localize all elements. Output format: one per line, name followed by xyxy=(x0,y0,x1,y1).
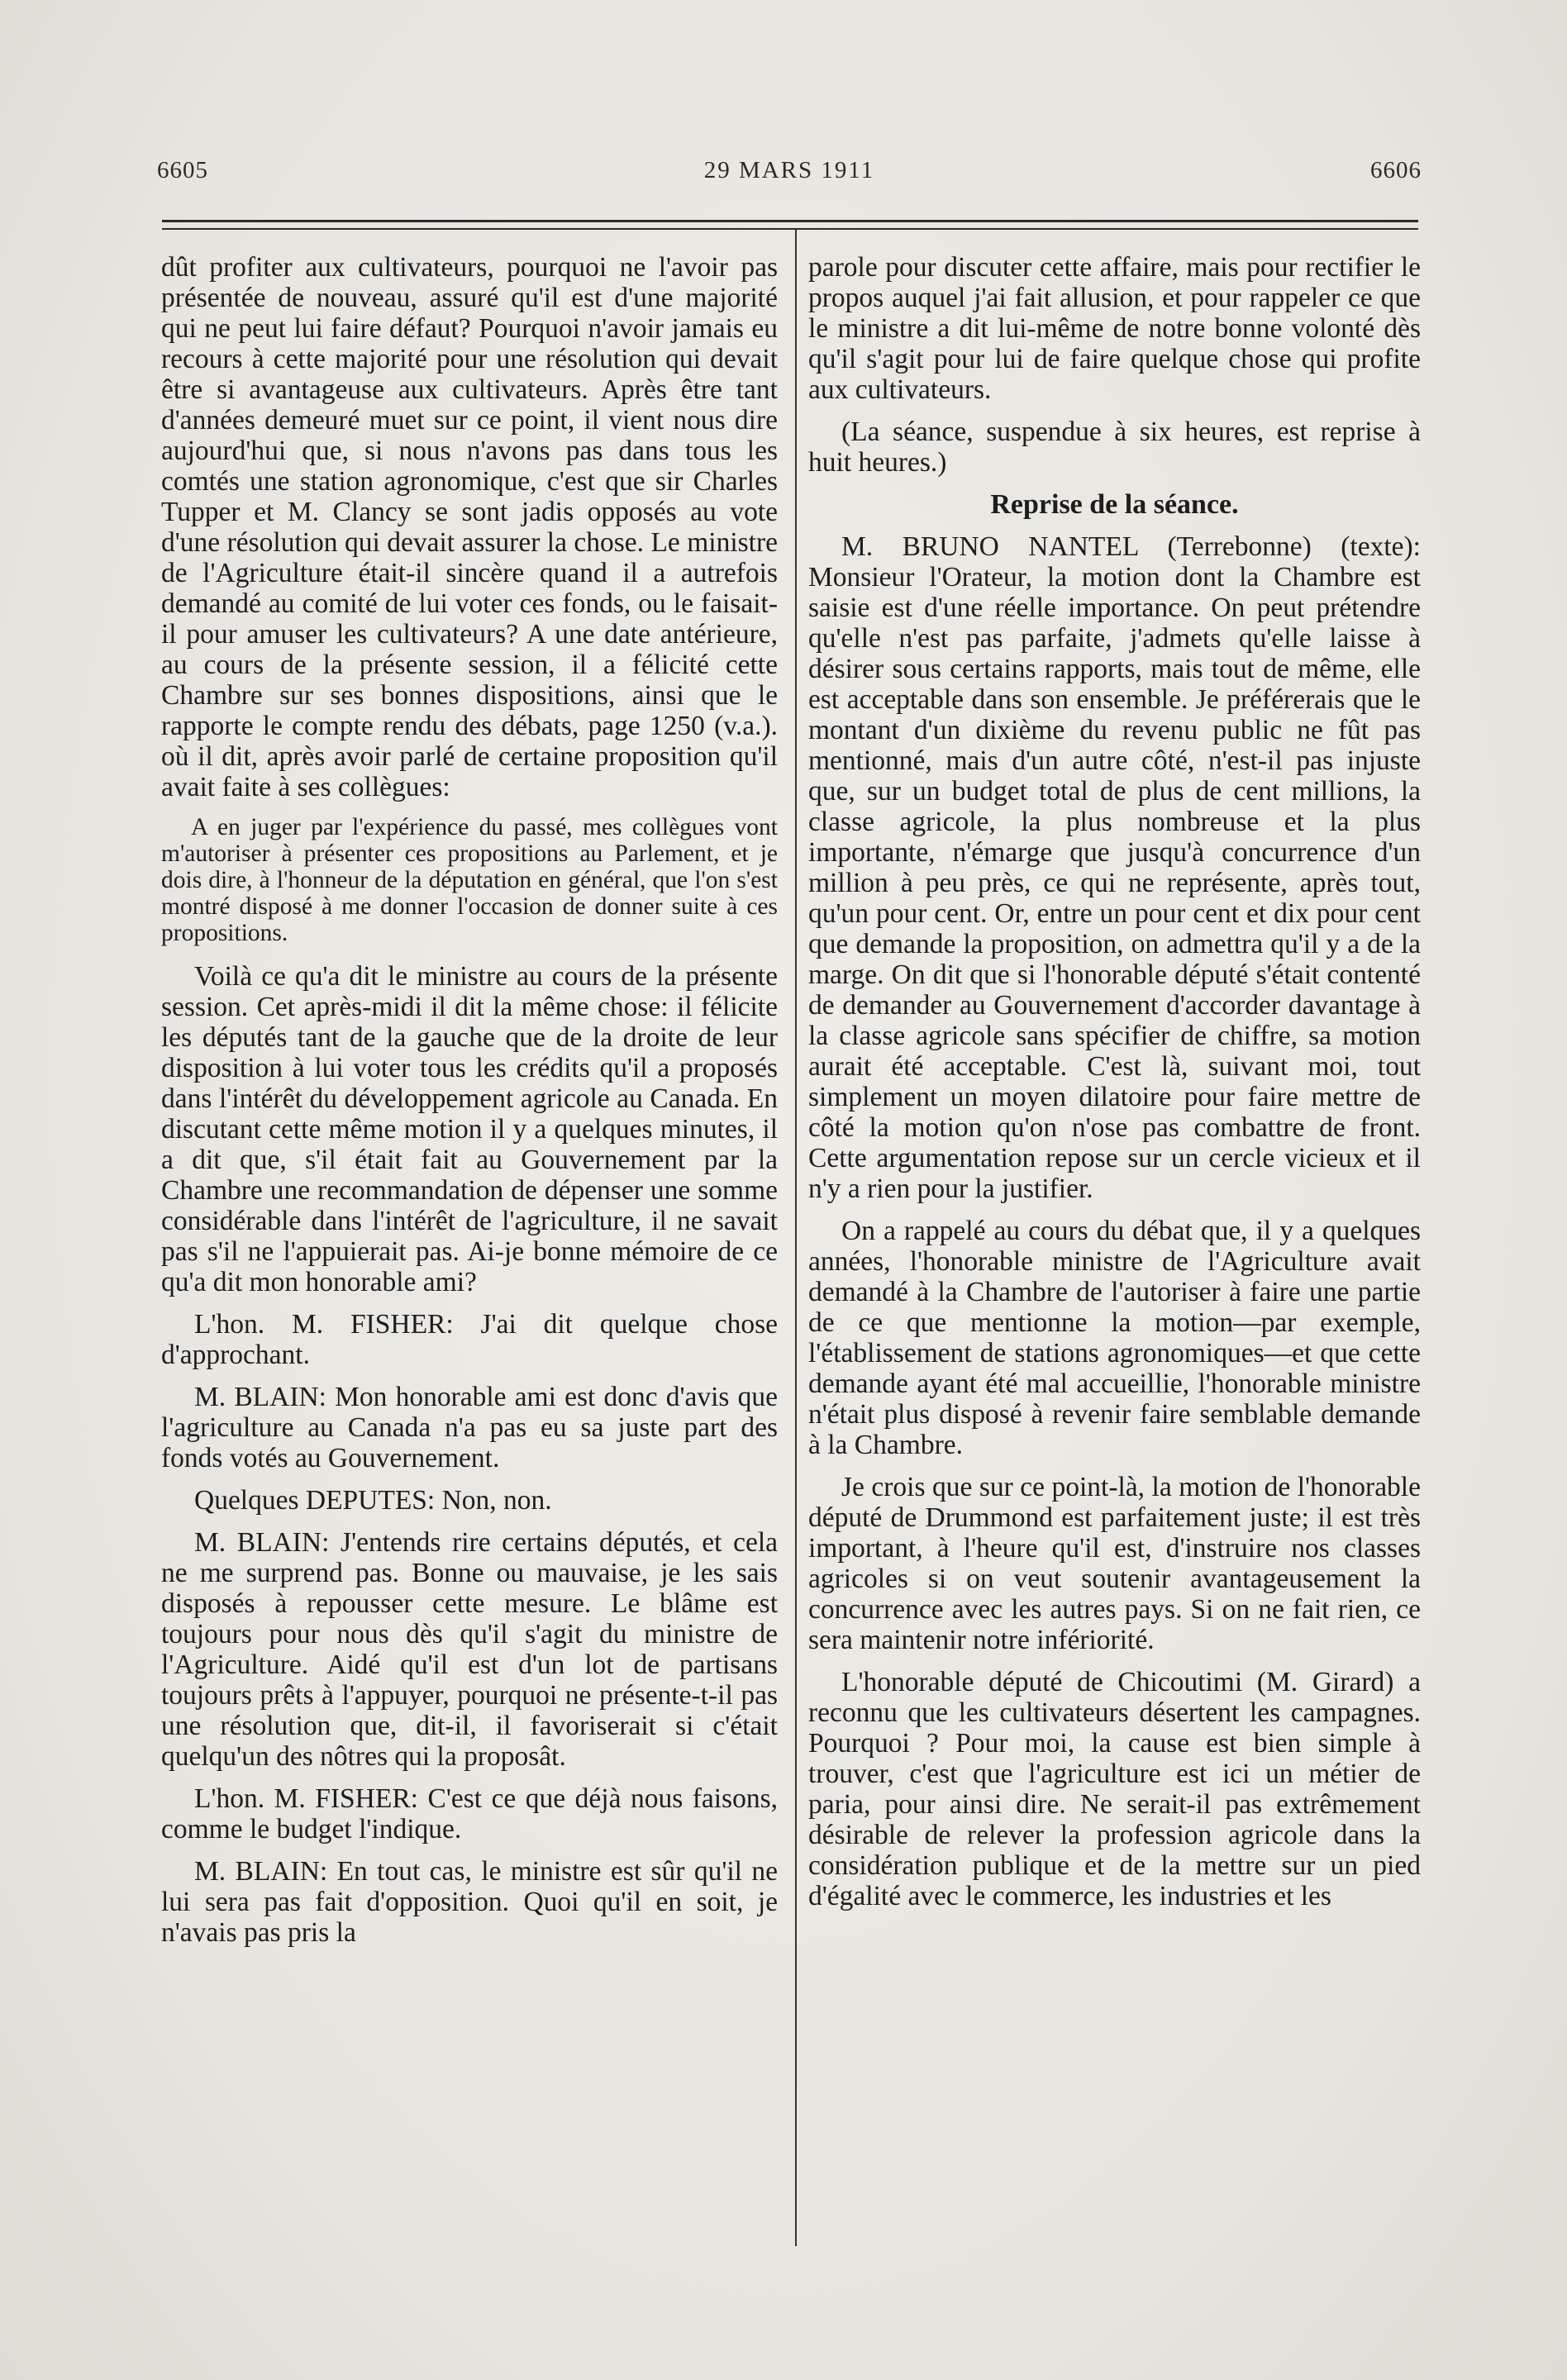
left-column xyxy=(161,252,778,1959)
page-number-right: 6606 xyxy=(1370,157,1422,183)
paragraph: dût profiter aux cultivateurs, pourquoi ne l'avoir pas présentée de nouveau, assuré qu'il est d'une majorité qui ne peut lui faire défaut? Pourquoi n'avoir jamais eu recours à cette majorité pour une résolution qui devait être si avantageuse aux cultivateurs. Après être tant d'années demeuré muet sur ce point, il vient nous dire aujourd'hui que, si nous n'avons pas dans tous les comtés une station agronomique, c'est que sir Charles Tupper et M. Clancy se sont jadis opposés au vote d'une résolution qui devait assurer la chose. Le ministre de l'Agriculture était-il sincère quand il a autrefois demandé au comité de lui voter ces fonds, ou le faisait-il pour amuser les cultivateurs? A une date antérieure, au cours de la présente session, il a félicité cette Chambre sur ses bonnes dispositions, ainsi que le rapporte le compte rendu des débats, page 1250 (v.a.). où il dit, après avoir parlé de certaine proposition qu'il avait faite à ses collègues: xyxy=(161,252,778,802)
right-column xyxy=(808,252,1421,1923)
paragraph: Je crois que sur ce point-là, la motion de l'honorable député de Drummond est parfaitement juste; il est très important, à l'heure qu'il est, d'instruire nos classes agricoles si on veut soutenir avantageusement la concurrence avec les autres pays. Si on ne fait rien, ce sera maintenir notre infériorité. xyxy=(808,1472,1421,1655)
paragraph: L'hon. M. FISHER: J'ai dit quelque chose d'approchant. xyxy=(161,1309,778,1370)
section-subheading: Reprise de la séance. xyxy=(990,489,1239,520)
paragraph: On a rappelé au cours du débat que, il y a quelques années, l'honorable ministre de l'Agriculture avait demandé à la Chambre de l'autoriser à faire une partie de ce que mentionne la motion—par exemple, l'établissement de stations agronomiques—et que cette demande ayant été mal accueillie, l'honorable ministre n'était plus disposé à revenir faire semblable demande à la Chambre. xyxy=(808,1216,1421,1460)
page-number-left: 6605 xyxy=(157,157,208,183)
paragraph: L'honorable député de Chicoutimi (M. Girard) a reconnu que les cultivateurs désertent les campagnes. Pourquoi ? Pour moi, la cause est bien simple à trouver, c'est que l'agriculture est ici un métier de paria, pour ainsi dire. Ne serait-il pas extrêmement désirable de relever la profession agricole dans la considération publique et de la mettre sur un pied d'égalité avec le commerce, les industries et les xyxy=(808,1667,1421,1911)
paragraph: M. BLAIN: En tout cas, le ministre est sûr qu'il ne lui sera pas fait d'opposition. Quoi qu'il en soit, je n'avais pas pris la xyxy=(161,1856,778,1948)
page-header xyxy=(157,157,1422,198)
header-date: 29 MARS 1911 xyxy=(703,157,875,183)
paragraph: M. BLAIN: Mon honorable ami est donc d'avis que l'agriculture au Canada n'a pas eu sa juste part des fonds votés au Gouvernement. xyxy=(161,1382,778,1473)
paragraph: Voilà ce qu'a dit le ministre au cours de la présente session. Cet après-midi il dit la même chose: il félicite les députés tant de la gauche que de la droite de leur disposition à lui voter tous les crédits qu'il a proposés dans l'intérêt du développement agricole au Canada. En discutant cette même motion il y a quelques minutes, il a dit que, s'il était fait au Gouvernement par la Chambre une recommandation de dépenser une somme considérable dans l'intérêt de l'agriculture, il ne savait pas s'il ne l'appuierait pas. Ai-je bonne mémoire de ce qu'a dit mon honorable ami? xyxy=(161,961,778,1297)
block-quote: A en juger par l'expérience du passé, mes collègues vont m'autoriser à présenter ces propositions au Parlement, et je dois dire, à l'honneur de la députation en général, que l'on s'est montré disposé à me donner l'occasion de donner suite à ces propositions. xyxy=(161,814,778,946)
header-rule-bottom xyxy=(162,228,1418,230)
paragraph: Quelques DEPUTES: Non, non. xyxy=(194,1485,552,1516)
paragraph: (La séance, suspendue à six heures, est reprise à huit heures.) xyxy=(808,416,1421,478)
paragraph: L'hon. M. FISHER: C'est ce que déjà nous faisons, comme le budget l'indique. xyxy=(161,1783,778,1844)
column-divider xyxy=(795,230,797,2246)
paragraph: M. BRUNO NANTEL (Terrebonne) (texte): Monsieur l'Orateur, la motion dont la Chambre est saisie est d'une réelle importance. On peut prétendre qu'elle n'est pas parfaite, j'admets qu'elle laisse à désirer sous certains rapports, mais tout de même, elle est acceptable dans son ensemble. Je préférerais que le montant d'un dixième du revenu public ne fût pas mentionné, mais d'un autre côté, n'est-il pas injuste que, sur un budget total de plus de cent millions, la classe agricole, la plus nombreuse et la plus importante, n'émarge que jusqu'à concurrence d'un million à peu près, ce qui ne représente, après tout, qu'un pour cent. Or, entre un pour cent et dix pour cent que demande la proposition, on admettra qu'il y a de la marge. On dit que si l'honorable député s'était contenté de demander au Gouvernement d'accorder davantage à la classe agricole sans spécifier de chiffre, sa motion aurait été acceptable. C'est là, suivant moi, tout simplement un moyen dilatoire pour faire mettre de côté la motion qu'on n'ose pas combattre de front. Cette argumentation repose sur un cercle vicieux et il n'y a rien pour la justifier. xyxy=(808,531,1421,1204)
paragraph: M. BLAIN: J'entends rire certains députés, et cela ne me surprend pas. Bonne ou mauvaise, je les sais disposés à repousser cette mesure. Le blâme est toujours pour nous dès qu'il s'agit du ministre de l'Agriculture. Aidé qu'il est d'un lot de partisans toujours prêts à l'appuyer, pourquoi ne présente-t-il pas une résolution que, dit-il, il favoriserait si c'était quelqu'un des nôtres qui la proposât. xyxy=(161,1527,778,1772)
paragraph: parole pour discuter cette affaire, mais pour rectifier le propos auquel j'ai fait allusion, et pour rappeler ce que le ministre a dit lui-même de notre bonne volonté dès qu'il s'agit pour lui de faire quelque chose qui profite aux cultivateurs. xyxy=(808,252,1421,405)
header-rule-top xyxy=(162,220,1418,222)
